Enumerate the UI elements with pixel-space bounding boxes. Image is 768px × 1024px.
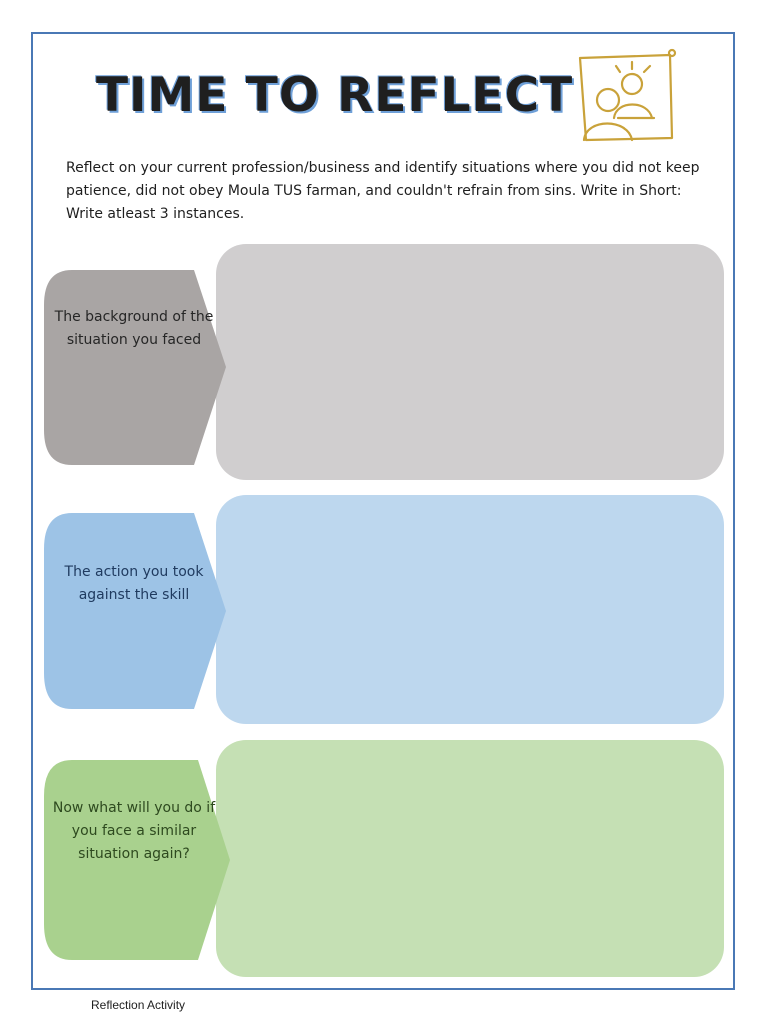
section-label: Now what will you do if you face a similar situation again? [52, 800, 216, 862]
people-presentation-icon [574, 48, 682, 144]
page-title: TIME TO REFLECT [96, 68, 574, 123]
instructions-text: Reflect on your current profession/business and identify situations where you did not keep patience, did not obey Moula TUS farman, and couldn't refrain from sins. Write in Short: Write atleast 3 instances. [66, 160, 700, 222]
section-tag-action [44, 513, 226, 709]
section-tag-future [44, 760, 230, 960]
answer-box-action[interactable] [216, 495, 724, 724]
footer-text: Reflection Activity [91, 998, 186, 1012]
answer-box-background[interactable] [216, 244, 724, 480]
section-label: The action you took against the skill [64, 564, 204, 603]
section-label: The background of the situation you faced [54, 309, 214, 348]
section-tag-background [44, 270, 226, 465]
answer-box-future[interactable] [216, 740, 724, 977]
